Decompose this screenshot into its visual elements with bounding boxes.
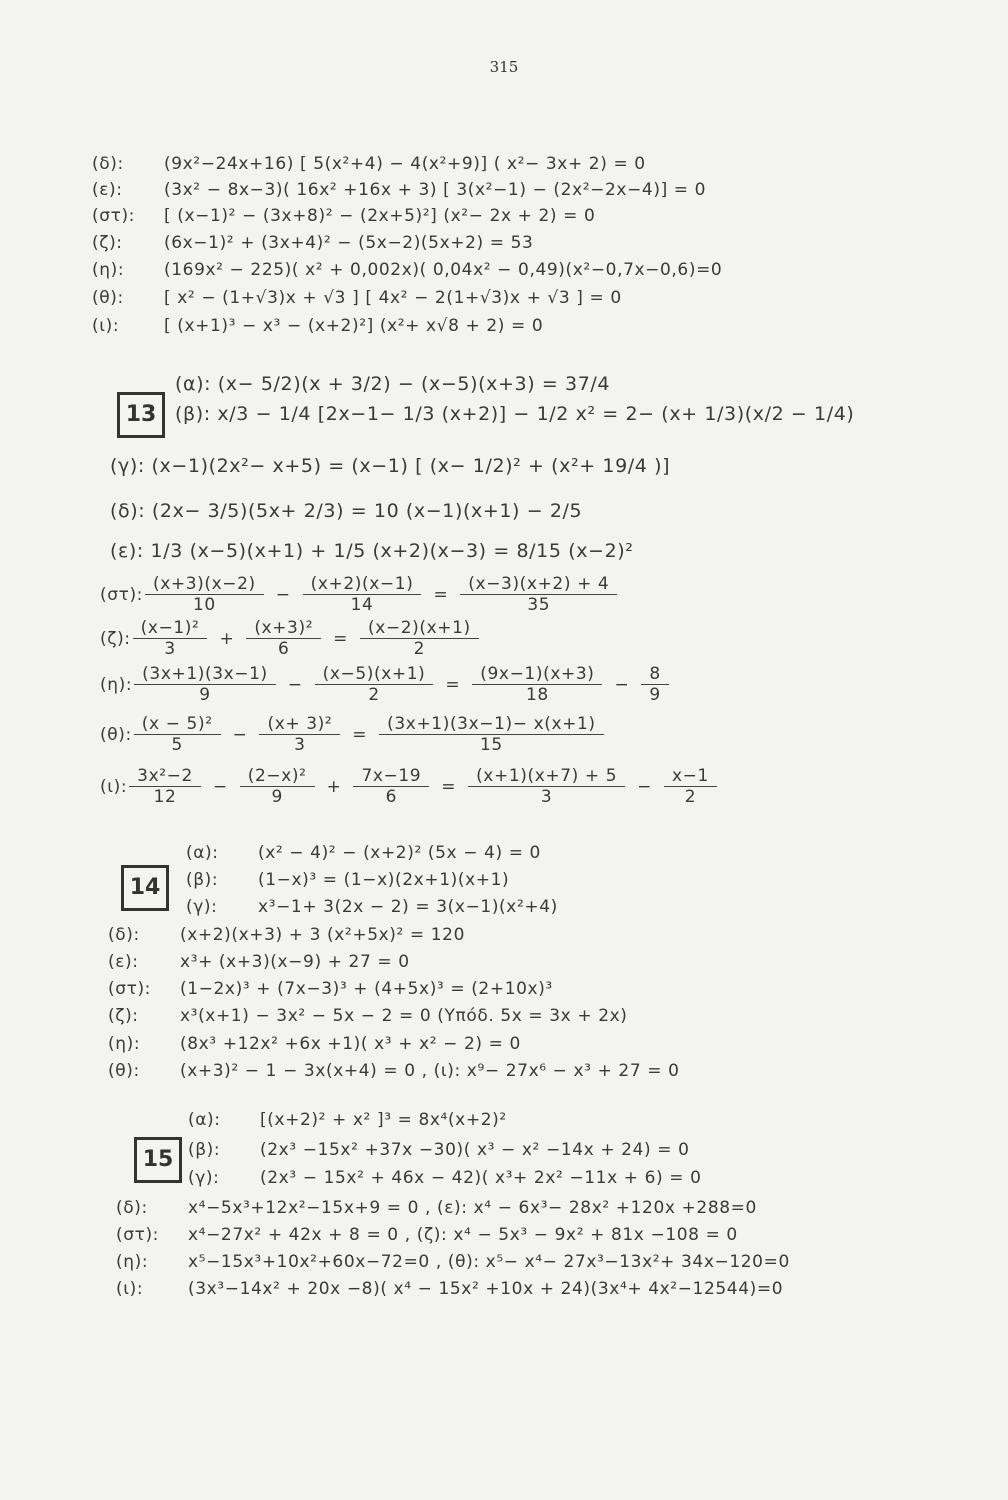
g12-line: (ι): [ (x+1)³ − x³ − (x+2)²] (x²+ x√8 + 2) = 0 [92,316,544,336]
g14-line: (στ): (1−2x)³ + (7x−3)³ + (4+5x)³ = (2+10x)³ [108,979,553,999]
g12-line: (ζ): (6x−1)² + (3x+4)² − (5x−2)(5x+2) = 53 [92,233,534,253]
g14-line: (β): (1−x)³ = (1−x)(2x+1)(x+1) [186,870,510,890]
page-number: 315 [489,58,519,76]
g12-line: (η): (169x² − 225)( x² + 0,002x)( 0,04x² − 0,49)(x²−0,7x−0,6)=0 [92,260,723,280]
fraction: $\frac{(3x+1)(3x-1)}{9}$ [138,664,272,705]
fraction: $\frac{7x-19}{6}$ [357,766,425,807]
g12-line: (θ): [ x² − (1+√3)x + √3 ] [ 4x² − 2(1+√3)x + √3 ] = 0 [92,288,622,308]
fraction: $\frac{(9x-1)(x+3)}{18}$ [476,664,598,705]
g14-line: (γ): x³−1+ 3(2x − 2) = 3(x−1)(x²+4) [186,897,558,917]
g12-line: (δ): (9x²−24x+16) [ 5(x²+4) − 4(x²+9)] ( x²− 3x+ 2) = 0 [92,154,646,174]
fraction: $\frac{(x+3)(x-2)}{10}$ [149,574,260,615]
g14-line: (δ): (x+2)(x+3) + 3 (x²+5x)² = 120 [108,925,466,945]
fraction: $\frac{(x-2)(x+1)}{2}$ [364,618,475,659]
exercise-13-e: (ε): 1/3 (x−5)(x+1) + 1/5 (x+2)(x−3) = 8/15 (x−2)² [110,540,634,562]
exercise-13-st: (στ): $\frac{(x+3)(x-2)}{10}$ − $\frac{(x+2)(x-1)}{14}$ = $\frac{(x-3)(x+2) + 4}{35}$ [100,574,619,615]
exercise-13-z: (ζ): $\frac{\text{(x−1)²}}{3}$ + $\frac{\text{(x+3)²}}{6}$ = $\frac{(x-2)(x+1)}{2}$ [100,618,481,659]
fraction: $\frac{(x-3)(x+2) + 4}{35}$ [464,574,613,615]
g14-line: (α): (x² − 4)² − (x+2)² (5x − 4) = 0 [186,843,541,863]
g14-line: (η): (8x³ +12x² +6x +1)( x³ + x² − 2) = 0 [108,1034,521,1054]
g15-line: (β): (2x³ −15x² +37x −30)( x³ − x² −14x + 24) = 0 [188,1140,690,1160]
g15-line: (δ): x⁴−5x³+12x²−15x+9 = 0 , (ε): x⁴ − 6x³− 28x² +120x +288=0 [116,1198,757,1218]
fraction: $\frac{\text{(x − 5)²}}{5}$ [138,714,217,755]
fraction: $\frac{x-1}{2}$ [668,766,713,807]
g14-line: (ζ): x³(x+1) − 3x² − 5x − 2 = 0 (Υπόδ. 5x = 3x + 2x) [108,1006,628,1026]
exercise-number-15: 15 [134,1137,182,1183]
exercise-number-14: 14 [121,865,169,911]
exercise-13-a: (α): (x− 5/2)(x + 3/2) − (x−5)(x+3) = 37/4 [175,373,611,395]
exercise-13-h: (η): $\frac{(3x+1)(3x-1)}{9}$ − $\frac{(x-5)(x+1)}{2}$ = $\frac{(9x-1)(x+3)}{18}$ − $\frac{8}{9}$ [100,664,671,705]
fraction: $\frac{\text{(2−x)²}}{9}$ [244,766,311,807]
exercise-13-i: (ι): $\frac{\text{3x²−2}}{12}$ − $\frac{\text{(2−x)²}}{9}$ + $\frac{7x-19}{6}$ = $\frac{(x+1)(x+7) + 5}{3}$ − $\frac{x-1}{2}$ [100,766,719,807]
exercise-13-b: (β): x/3 − 1/4 [2x−1− 1/3 (x+2)] − 1/2 x² = 2− (x+ 1/3)(x/2 − 1/4) [175,403,855,425]
fraction: $\frac{\text{(x+ 3)²}}{3}$ [263,714,336,755]
fraction: $\frac{\text{(x−1)²}}{3}$ [137,618,204,659]
exercise-13-d: (δ): (2x− 3/5)(5x+ 2/3) = 10 (x−1)(x+1) − 2/5 [110,500,583,522]
fraction: $\frac{(x+2)(x-1)}{14}$ [307,574,418,615]
fraction: $\frac{8}{9}$ [645,664,664,705]
exercise-13-c: (γ): (x−1)(2x²− x+5) = (x−1) [ (x− 1/2)² + (x²+ 19/4 )] [110,455,671,477]
fraction: $\frac{(x+1)(x+7) + 5}{3}$ [472,766,621,807]
g12-line: (ε): (3x² − 8x−3)( 16x² +16x + 3) [ 3(x²−1) − (2x²−2x−4)] = 0 [92,180,707,200]
g15-line: (ι): (3x³−14x² + 20x −8)( x⁴ − 15x² +10x + 24)(3x⁴+ 4x²−12544)=0 [116,1279,784,1299]
g12-line: (στ): [ (x−1)² − (3x+8)² − (2x+5)²] (x²− 2x + 2) = 0 [92,206,596,226]
fraction: $\frac{\text{(x+3)²}}{6}$ [250,618,317,659]
g15-line: (γ): (2x³ − 15x² + 46x − 42)( x³+ 2x² −11x + 6) = 0 [188,1168,702,1188]
g15-line: (η): x⁵−15x³+10x²+60x−72=0 , (θ): x⁵− x⁴− 27x³−13x²+ 34x−120=0 [116,1252,790,1272]
g15-line: (α): [(x+2)² + x² ]³ = 8x⁴(x+2)² [188,1110,507,1130]
g15-line: (στ): x⁴−27x² + 42x + 8 = 0 , (ζ): x⁴ − 5x³ − 9x² + 81x −108 = 0 [116,1225,738,1245]
exercise-number-13: 13 [117,392,165,438]
g14-line: (ε): x³+ (x+3)(x−9) + 27 = 0 [108,952,410,972]
fraction: $\frac{(x-5)(x+1)}{2}$ [319,664,430,705]
fraction: $\frac{(3x+1)(3x-1)- x(x+1)}{15}$ [383,714,600,755]
exercise-13-th: (θ): $\frac{\text{(x − 5)²}}{5}$ − $\frac{\text{(x+ 3)²}}{3}$ = $\frac{(3x+1)(3x-1)- x(x+1)}{15}$ [100,714,606,755]
g14-line: (θ): (x+3)² − 1 − 3x(x+4) = 0 , (ι): x⁹− 27x⁶ − x³ + 27 = 0 [108,1061,680,1081]
fraction: $\frac{\text{3x²−2}}{12}$ [133,766,197,807]
